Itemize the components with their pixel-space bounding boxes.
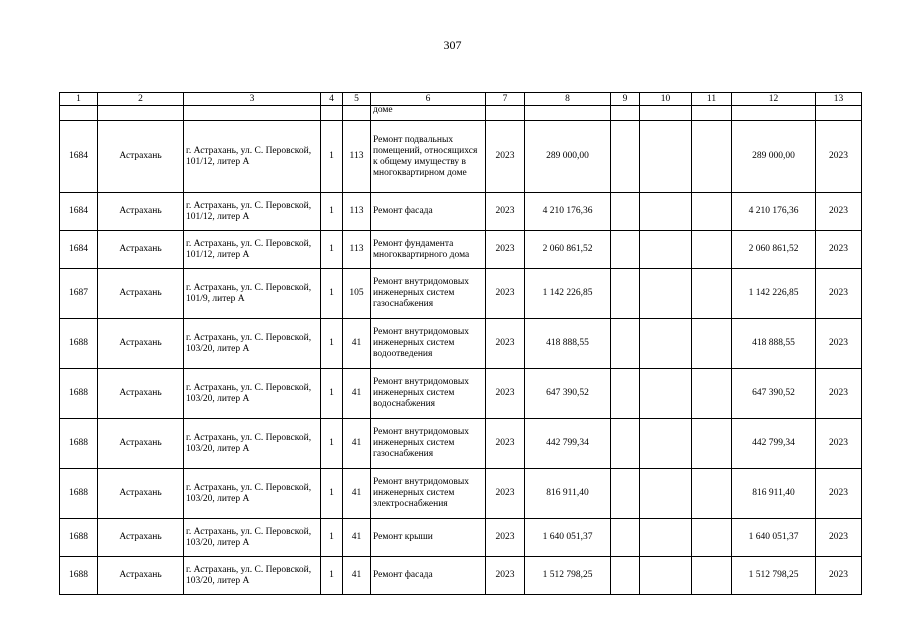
cell-col-11 [692,419,732,469]
table-row [60,469,862,519]
cell-col-7: 2023 [486,193,525,231]
cell-col-10 [640,519,692,557]
cell-col-12: 1 512 798,25 [732,557,816,595]
cell-col-12: 418 888,55 [732,319,816,369]
cell-col-2: Астрахань [98,231,184,269]
cell-col-13: 2023 [816,519,862,557]
cell-col-5: 113 [343,231,371,269]
cell-col-10 [640,469,692,519]
cell-col-6: Ремонт внутридомовых инженерных систем газоснабжения [371,269,486,319]
cell-col-6: Ремонт фасада [371,557,486,595]
cell-col-1: 1688 [60,369,98,419]
cell-col-2: Астрахань [98,519,184,557]
cell-col-11 [692,193,732,231]
table-row [60,557,862,595]
cell-col-3: г. Астрахань, ул. С. Перовской, 103/20, литер А [184,469,321,519]
cell-col-2: Астрахань [98,469,184,519]
cell-col-5: 41 [343,369,371,419]
column-header: 7 [486,93,525,106]
cell-col-8: 2 060 861,52 [525,231,611,269]
column-header: 5 [343,93,371,106]
cell-col-10 [640,121,692,193]
column-header: 8 [525,93,611,106]
column-header: 9 [611,93,640,106]
cell-col-11 [692,369,732,419]
column-header: 13 [816,93,862,106]
cell-col-4: 1 [321,419,343,469]
cell-col-2: Астрахань [98,557,184,595]
cell-col-8: 442 799,34 [525,419,611,469]
table-row [60,193,862,231]
column-header: 11 [692,93,732,106]
cell-col-7: 2023 [486,269,525,319]
cell-col-8: 1 512 798,25 [525,557,611,595]
cell-col-7: 2023 [486,319,525,369]
cell-col-12: 647 390,52 [732,369,816,419]
cell-col-12: 442 799,34 [732,419,816,469]
cell-col-1: 1688 [60,319,98,369]
cell-col-3: г. Астрахань, ул. С. Перовской, 101/9, литер А [184,269,321,319]
cell-col-13: 2023 [816,269,862,319]
cell-col-1: 1688 [60,557,98,595]
cell-col-9 [611,121,640,193]
cell-col-10 [640,369,692,419]
cell-col-9 [611,519,640,557]
column-header: 4 [321,93,343,106]
cell-col-10 [640,557,692,595]
cell-col-1: 1684 [60,193,98,231]
cell-col-7: 2023 [486,121,525,193]
column-header: 12 [732,93,816,106]
cell-col-12: 816 911,40 [732,469,816,519]
repair-program-table [59,92,862,595]
cell-col-8: 816 911,40 [525,469,611,519]
cell-col-8: 1 142 226,85 [525,269,611,319]
cell-col-5: 41 [343,519,371,557]
cell-col-4: 1 [321,469,343,519]
cell-col-11 [692,231,732,269]
cell-col-1: 1688 [60,419,98,469]
cell-col-13: 2023 [816,193,862,231]
cell-col-5: 41 [343,469,371,519]
cell-col-11 [692,121,732,193]
cell-col-1: 1687 [60,269,98,319]
cell-col-4: 1 [321,193,343,231]
cell-col-10 [640,269,692,319]
column-header: 2 [98,93,184,106]
cell-col-5: 41 [343,557,371,595]
cell-col-1: 1688 [60,519,98,557]
cell-col-6: Ремонт подвальных помещений, относящихся к общему имуществу в многоквартирном доме [371,121,486,193]
cell-col-11 [692,469,732,519]
cell-col-13: 2023 [816,419,862,469]
cell-col-11 [692,319,732,369]
cell-col-4: 1 [321,121,343,193]
cell-col-8: 289 000,00 [525,121,611,193]
continuation-row [60,106,862,121]
cell-col-7: 2023 [486,557,525,595]
cell-col-6: Ремонт крыши [371,519,486,557]
cell-col-3: г. Астрахань, ул. С. Перовской, 103/20, литер А [184,557,321,595]
cell-col-3: г. Астрахань, ул. С. Перовской, 103/20, литер А [184,319,321,369]
cell-col-7: 2023 [486,419,525,469]
cell-col-6: Ремонт внутридомовых инженерных систем электроснабжения [371,469,486,519]
cell-col-6: Ремонт фундамента многоквартирного дома [371,231,486,269]
cell-col-13: 2023 [816,557,862,595]
cell-col-8: 1 640 051,37 [525,519,611,557]
cell-col-2: Астрахань [98,419,184,469]
cell-col-7: 2023 [486,369,525,419]
cell-col-9 [611,419,640,469]
table-row [60,269,862,319]
cell-col-12: 2 060 861,52 [732,231,816,269]
cell-col-9 [611,231,640,269]
cell-col-9 [611,269,640,319]
cell-col-12: 1 142 226,85 [732,269,816,319]
cell-col-9 [611,193,640,231]
cell-col-9 [611,369,640,419]
cell-col-1: 1688 [60,469,98,519]
table-row [60,231,862,269]
cell-col-5: 113 [343,193,371,231]
cell-col-10 [640,193,692,231]
cell-col-9 [611,557,640,595]
cell-col-11 [692,557,732,595]
cell-col-3: г. Астрахань, ул. С. Перовской, 103/20, литер А [184,369,321,419]
cell-col-13: 2023 [816,369,862,419]
column-header: 10 [640,93,692,106]
cell-col-2: Астрахань [98,369,184,419]
cell-col-6: Ремонт фасада [371,193,486,231]
cell-col-4: 1 [321,319,343,369]
cell-col-4: 1 [321,519,343,557]
table-body [60,106,862,595]
cell-col-1: 1684 [60,121,98,193]
cell-col-3: г. Астрахань, ул. С. Перовской, 101/12, литер А [184,231,321,269]
table-row [60,519,862,557]
cell-col-4: 1 [321,369,343,419]
cell-col-3: г. Астрахань, ул. С. Перовской, 103/20, литер А [184,419,321,469]
cell-col-3: г. Астрахань, ул. С. Перовской, 101/12, литер А [184,121,321,193]
cell-col-10 [640,419,692,469]
cell-col-8: 418 888,55 [525,319,611,369]
cell-col-6: Ремонт внутридомовых инженерных систем водоотведения [371,319,486,369]
cell-col-4: 1 [321,557,343,595]
cell-col-2: Астрахань [98,269,184,319]
column-number-header-row [60,93,862,106]
cell-col-6: Ремонт внутридомовых инженерных систем газоснабжения [371,419,486,469]
cell-col-10 [640,319,692,369]
cell-col-8: 647 390,52 [525,369,611,419]
cell-col-5: 41 [343,319,371,369]
cell-col-9 [611,319,640,369]
cell-col-4: 1 [321,231,343,269]
cell-col-3: г. Астрахань, ул. С. Перовской, 103/20, литер А [184,519,321,557]
cell-col-3: г. Астрахань, ул. С. Перовской, 101/12, литер А [184,193,321,231]
table-row [60,419,862,469]
cell-col-11 [692,269,732,319]
cell-col-13: 2023 [816,121,862,193]
column-header: 1 [60,93,98,106]
cell-col-5: 41 [343,419,371,469]
cell-col-7: 2023 [486,231,525,269]
cell-col-2: Астрахань [98,319,184,369]
cell-col-8: 4 210 176,36 [525,193,611,231]
table-row [60,319,862,369]
column-header: 6 [371,93,486,106]
cell-col-12: 4 210 176,36 [732,193,816,231]
cell-col-2: Астрахань [98,193,184,231]
column-header: 3 [184,93,321,106]
cell-col-12: 1 640 051,37 [732,519,816,557]
page-number: 307 [443,38,462,52]
cell-col-13: 2023 [816,469,862,519]
continuation-text: доме [371,106,486,121]
cell-col-13: 2023 [816,319,862,369]
cell-col-7: 2023 [486,469,525,519]
cell-col-9 [611,469,640,519]
cell-col-1: 1684 [60,231,98,269]
cell-col-13: 2023 [816,231,862,269]
cell-col-12: 289 000,00 [732,121,816,193]
cell-col-4: 1 [321,269,343,319]
cell-col-5: 113 [343,121,371,193]
cell-col-6: Ремонт внутридомовых инженерных систем водоснабжения [371,369,486,419]
table-row [60,369,862,419]
cell-col-7: 2023 [486,519,525,557]
cell-col-5: 105 [343,269,371,319]
cell-col-11 [692,519,732,557]
table-row [60,121,862,193]
cell-col-2: Астрахань [98,121,184,193]
cell-col-10 [640,231,692,269]
